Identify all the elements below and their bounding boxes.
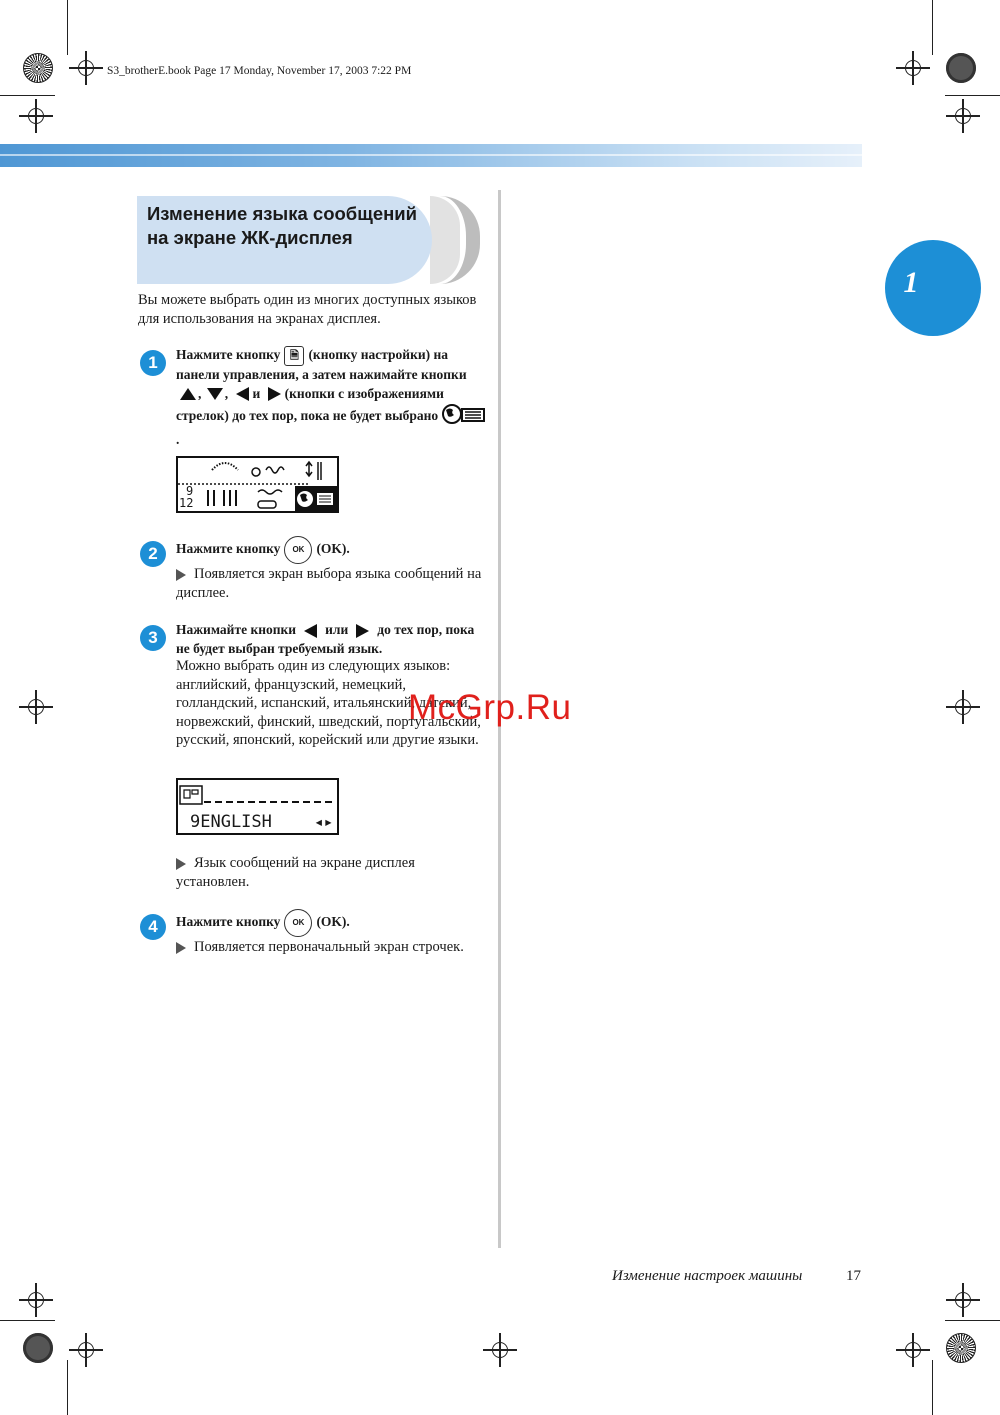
step-2-part1: Нажмите кнопку: [176, 541, 281, 557]
step-2-badge: 2: [140, 541, 166, 567]
ok-button-icon: OK: [284, 909, 312, 937]
crop-line: [67, 0, 68, 55]
arrow-down-icon: [207, 388, 223, 400]
lcd-page-top: 9: [186, 484, 194, 498]
arrow-left-icon: [304, 624, 317, 638]
registration-crosshair-icon: [28, 699, 44, 715]
step-3-body: Можно выбрать один из следующих языков: английский, французский, немецкий, голландский, испанский, итальянский, датский, норвежский, финский, шведский, португальский, русский, японский, корейский или другие языки.: [176, 658, 481, 748]
result-arrow-icon: [176, 942, 186, 954]
lcd-language-value: 9ENGLISH: [190, 812, 272, 832]
step-1-part3: (кнопки с изображениями стрелок) до тех пор, пока не будет выбрано: [176, 385, 444, 423]
registration-disc-icon: [23, 1333, 53, 1363]
registration-crosshair-icon: [955, 1292, 971, 1308]
language-globe-icon: [442, 403, 486, 431]
registration-starburst-icon: [946, 1333, 976, 1363]
registration-crosshair-icon: [78, 60, 94, 76]
step-3-part1: Нажимайте кнопки: [176, 622, 297, 637]
step-2-text: [176, 536, 486, 564]
step-4-result: [176, 938, 486, 957]
ok-button-icon: OK: [284, 536, 312, 564]
step-3-result-text: Язык сообщений на экране дисплея установлен.: [176, 855, 415, 890]
arrow-right-icon: [356, 624, 369, 638]
period: .: [176, 431, 180, 447]
conjunction: или: [325, 622, 349, 637]
registration-crosshair-icon: [955, 699, 971, 715]
arrow-up-icon: [180, 388, 196, 400]
result-arrow-icon: [176, 569, 186, 581]
step-4-text: [176, 909, 486, 937]
watermark: McGrp.Ru: [408, 688, 572, 727]
registration-crosshair-icon: [28, 1292, 44, 1308]
crop-line: [945, 1320, 1000, 1321]
intro-paragraph: Вы можете выбрать один из многих доступных языков для использования на экранах дисплея.: [138, 292, 477, 327]
step-4-part2: (OK).: [316, 914, 350, 930]
lcd-screen-language: [176, 778, 339, 835]
step-2-result: [176, 565, 486, 602]
registration-crosshair-icon: [955, 108, 971, 124]
chapter-number: 1: [903, 266, 919, 299]
crop-line: [932, 1360, 933, 1415]
lcd-page-bottom: 12: [179, 496, 194, 510]
page-number: 17: [846, 1268, 861, 1284]
step-4-result-text: Появляется первоначальный экран строчек.: [194, 939, 464, 955]
registration-crosshair-icon: [28, 108, 44, 124]
registration-starburst-icon: [23, 53, 53, 83]
registration-crosshair-icon: [905, 1342, 921, 1358]
lcd-arrows: ◂▸: [314, 812, 334, 831]
file-info-header: S3_brotherE.book Page 17 Monday, November 17, 2003 7:22 PM: [107, 65, 412, 77]
registration-crosshair-icon: [78, 1342, 94, 1358]
registration-disc-icon: [946, 53, 976, 83]
step-3-part2: до тех пор, пока не будет выбран требуемый язык.: [176, 622, 475, 656]
crop-line: [0, 95, 55, 96]
header-bar-stripe: [0, 154, 862, 156]
crop-line: [0, 1320, 55, 1321]
result-arrow-icon: [176, 858, 186, 870]
step-4-badge: 4: [140, 914, 166, 940]
registration-crosshair-icon: [492, 1342, 508, 1358]
step-4-part1: Нажмите кнопку: [176, 914, 281, 930]
settings-key-icon: 🗎: [284, 346, 304, 366]
step-2-part2: (OK).: [316, 541, 350, 557]
registration-crosshair-icon: [905, 60, 921, 76]
crop-line: [945, 95, 1000, 96]
lcd-screen-settings: [176, 456, 339, 513]
arrow-left-icon: [236, 387, 249, 401]
section-title: Изменение языка сообщений на экране ЖК-дисплея: [147, 203, 418, 248]
step-3-result: [176, 854, 486, 891]
crop-line: [932, 0, 933, 55]
separator: ,: [224, 385, 229, 401]
arrow-right-icon: [268, 387, 281, 401]
step-1-text: [176, 346, 486, 449]
separator: ,: [198, 385, 202, 401]
step-3-text: [176, 621, 486, 658]
step-1-badge: 1: [140, 350, 166, 376]
crop-line: [67, 1360, 68, 1415]
step-2-result-text: Появляется экран выбора языка сообщений на дисплее.: [176, 566, 482, 601]
step-1-part2: (кнопку настройки) на панели управления, а затем нажимайте кнопки: [176, 347, 467, 382]
footer-title: Изменение настроек машины: [612, 1268, 803, 1284]
conjunction: и: [252, 385, 261, 401]
step-1-part1: Нажмите кнопку: [176, 347, 281, 363]
step-3-badge: 3: [140, 625, 166, 651]
